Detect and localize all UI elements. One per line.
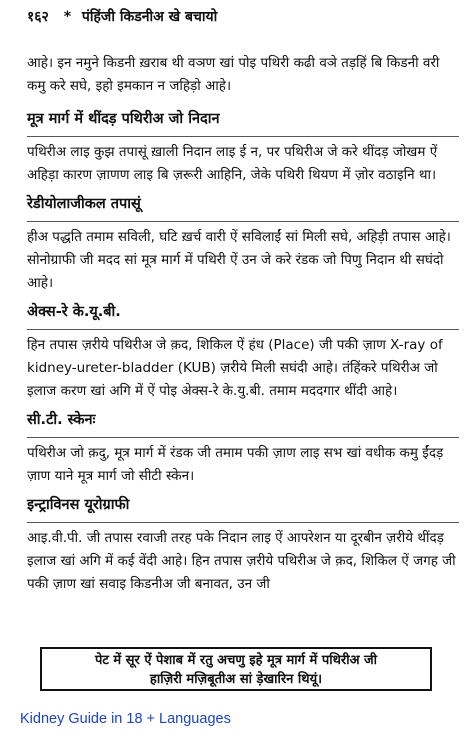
section-paragraph: हिन तपास ज़रीये पथिरीअ जे क़द, शिकिल ऐं हंध (Place) जी पकी ज़ाण X-ray of kidney-ureter-bladder (KUB) ज़रीये मिली सघंदी आहे। तंहिंकरे पथिरीअ जो इलाज करण खां अगि में ऐं पोइ अेक्स-रे के.यु.बी. तमाम मददगार थींदी आहे।: [27, 337, 443, 399]
section-heading: इन्ट्राविनस यूरोग्राफी: [27, 497, 130, 513]
section-ivu: [27, 494, 459, 596]
section-heading: सी.टी. स्केनः: [27, 412, 96, 428]
heading-underline: [27, 136, 459, 137]
note-line-1: पेट में सूर ऐं पेशाब में रतु अचणु इहे मूत्र मार्ग में पथिरीअ जी: [94, 653, 378, 668]
book-title: पंहिंजी किडनीअ खे बचायो: [81, 9, 218, 25]
section-radiological-tests: [27, 193, 459, 295]
heading-underline: [27, 221, 459, 222]
heading-underline: [27, 329, 459, 330]
header-separator: *: [63, 9, 72, 25]
running-header: [27, 6, 454, 28]
page-number: १६२: [27, 9, 49, 25]
section-heading: मूत्र मार्ग में थींदड़ पथिरीअ जो निदान: [27, 111, 220, 127]
page-content: [27, 52, 459, 596]
highlight-note-box: [40, 647, 432, 691]
paragraph-continued: आहे। इन नमुने किडनी ख़राब थी वञण खां पोइ पथिरी कढी वञे तड़हिं बि किडनी वरी कमु करे सघे, इहो इमकान न जहिड़ो आहे।: [27, 55, 440, 94]
section-paragraph: पथिरीअ जो क़दु, मूत्र मार्ग में रंडक जी तमाम पकी ज़ाण लाइ सभ खां वधीक कमु ईंदड़ ज़ाण याने मूत्र मार्ग जो सीटी स्केन।: [27, 445, 444, 484]
note-line-2: हाज़िरी मज़िबूतीअ सां ड़ेखारिन थियूं।: [149, 672, 323, 687]
section-ct-scan: [27, 409, 459, 488]
section-xray-kub: [27, 301, 459, 403]
section-heading: रेडीयोलाजीकल तपासूं: [27, 196, 141, 212]
heading-underline: [27, 437, 459, 438]
section-paragraph: पथिरीअ लाइ कुझ तपासूं ख़ाली निदान लाइ ई न, पर पथिरीअ जे करे थींदड़ जोखम ऐं अहिड़ा कारण ज़ाणण लाइ बि ज़रूरी आहिनि, जेके पथिरी थियण में ज़ोर वठाइनि था।: [27, 144, 438, 183]
footer-link-text: Kidney Guide in 18 + Languages: [20, 711, 231, 727]
section-paragraph: हीअ पद्धति तमाम सविली, घटि ख़र्च वारी ऐं सविलाईं सां मिली सघे, अहिड़ी तपास आहे। सोनोग्राफी जी मदद सां मूत्र मार्ग में पथिरी ऐं उन जे करे रंडक जो पिणु निदान थी सघंदो आहे।: [27, 229, 451, 291]
section-heading: अेक्स-रे के.यू.बी.: [27, 304, 121, 320]
section-diagnosis: [27, 108, 459, 187]
section-paragraph: आइ.वी.पी. जी तपास रवाजी तरह पके निदान लाइ ऐं आपरेशन या दूरबीन ज़रीये थींदड़ इलाज खां अगि में कई वेंदी आहे। हिन तपास ज़रीये पथिरीअ जे क़द, शिकिल ऐं जगह जी पकी ज़ाण खां सवाइ किडनीअ जी बनावत, उन जी: [27, 530, 456, 592]
heading-underline: [27, 522, 459, 523]
